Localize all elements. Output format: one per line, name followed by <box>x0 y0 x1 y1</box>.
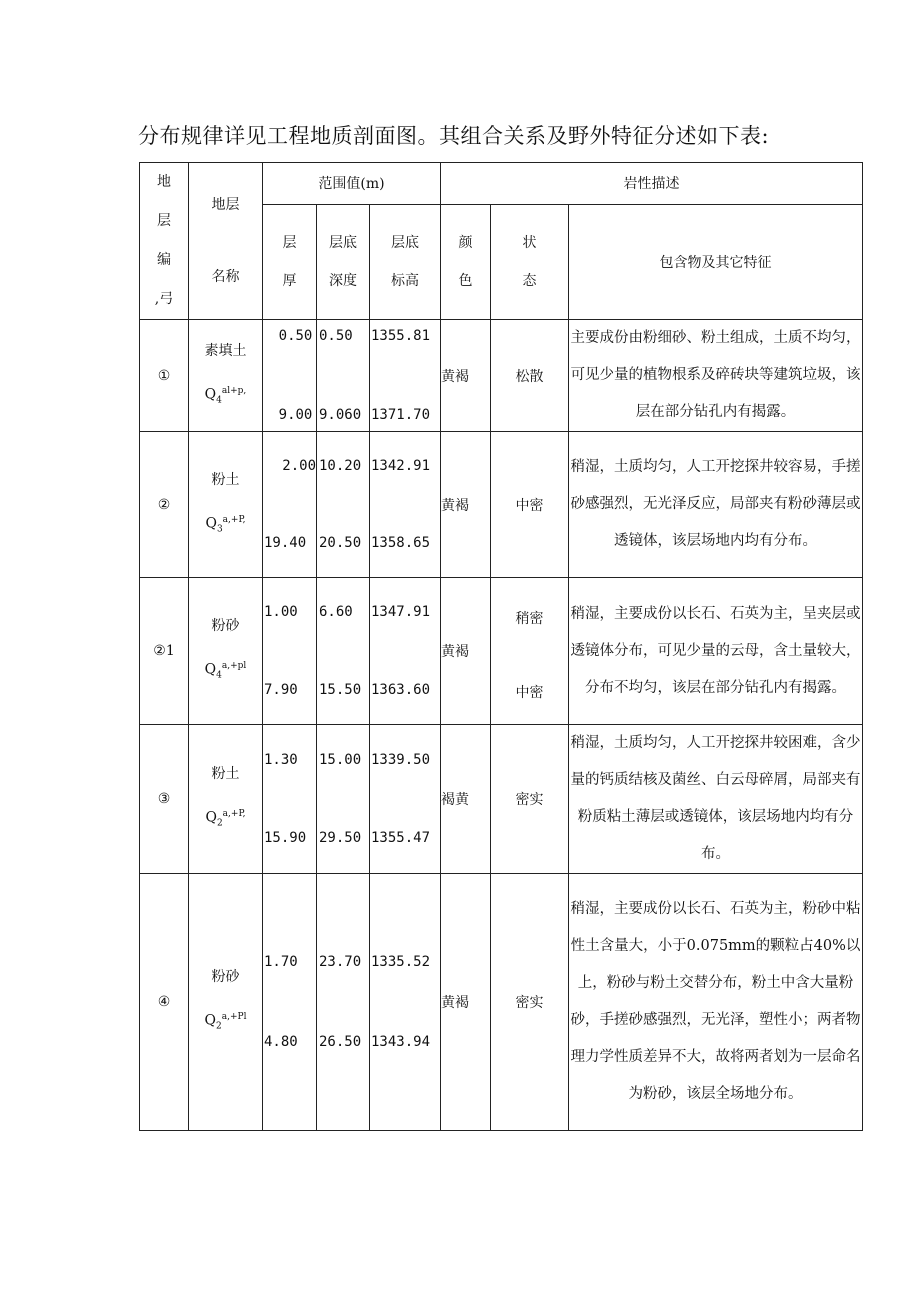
state-cell: 松散 <box>491 320 569 432</box>
layer-no: ③ <box>140 725 189 874</box>
features-cell: 稍湿，主要成份以长石、石英为主，呈夹层或透镜体分布，可见少量的云母，含土量较大，分布不均匀，该层在部分钻孔内有揭露。 <box>569 578 863 725</box>
layer-name: 粉土 $Q_2^{a,+P,}$ <box>189 725 263 874</box>
header-bottom-depth: 层底 深度 <box>317 204 370 319</box>
depth-cell: 0.50 9.060 <box>317 320 370 432</box>
header-state: 状 态 <box>491 204 569 319</box>
table-row <box>140 578 863 725</box>
state-cell: 密实 <box>491 874 569 1131</box>
header-layer-name: 地层 名称 <box>189 163 263 320</box>
elevation-cell: 1355.81 1371.70 <box>370 320 441 432</box>
layer-name: 粉砂 $Q_4^{a,+pl}$ <box>189 578 263 725</box>
elevation-cell: 1339.50 1355.47 <box>370 725 441 874</box>
header-features: 包含物及其它特征 <box>569 204 863 319</box>
features-cell: 稍湿，土质均匀，人工开挖探井较容易，手搓砂感强烈，无光泽反应，局部夹有粉砂薄层或透镜体，该层场地内均有分布。 <box>569 432 863 578</box>
color-cell: 黄褐 <box>441 432 491 578</box>
table-row <box>140 320 863 432</box>
color-cell: 褐黄 <box>441 725 491 874</box>
table-row <box>140 725 863 874</box>
header-bottom-elev: 层底 标高 <box>370 204 441 319</box>
table-row <box>140 874 863 1131</box>
layer-no: ① <box>140 320 189 432</box>
thickness-cell: 1.00 7.90 <box>263 578 317 725</box>
header-thickness: 层 厚 <box>263 204 317 319</box>
elevation-cell: 1342.91 1358.65 <box>370 432 441 578</box>
features-cell: 主要成份由粉细砂、粉土组成，土质不均匀，可见少量的植物根系及碎砖块等建筑垃圾，该层在部分钻孔内有揭露。 <box>569 320 863 432</box>
depth-cell: 15.00 29.50 <box>317 725 370 874</box>
geology-table <box>139 162 863 1131</box>
depth-cell: 23.70 26.50 <box>317 874 370 1131</box>
layer-name: 粉砂 $Q_2^{a,+Pl}$ <box>189 874 263 1131</box>
depth-cell: 10.20 20.50 <box>317 432 370 578</box>
layer-no: ②1 <box>140 578 189 725</box>
state-cell: 中密 <box>491 432 569 578</box>
intro-text: 分布规律详见工程地质剖面图。其组合关系及野外特征分述如下表: <box>138 124 770 148</box>
table-row <box>140 432 863 578</box>
layer-name: 粉土 $Q_3^{a,+P,}$ <box>189 432 263 578</box>
thickness-cell: 1.70 4.80 <box>263 874 317 1131</box>
depth-cell: 6.60 15.50 <box>317 578 370 725</box>
layer-no: ④ <box>140 874 189 1131</box>
features-cell: 稍湿，土质均匀，人工开挖探井较困难，含少量的钙质结核及菌丝、白云母碎屑，局部夹有粉质粘土薄层或透镜体，该层场地内均有分布。 <box>569 725 863 874</box>
layer-name: 素填土 $Q_4^{al+p,}$ <box>189 320 263 432</box>
header-range: 范围值(m) <box>263 163 441 205</box>
header-rock-desc: 岩性描述 <box>441 163 863 205</box>
header-color: 颜 色 <box>441 204 491 319</box>
features-cell: 稍湿，主要成份以长石、石英为主，粉砂中粘性土含量大，小于0.075mm的颗粒占40%以上，粉砂与粉土交替分布，粉土中含大量粉砂，手搓砂感强烈，无光泽，塑性小；两者物理力学性质差异不大，故将两者划为一层命名为粉砂，该层全场地分布。 <box>569 874 863 1131</box>
thickness-cell: 2.00 19.40 <box>263 432 317 578</box>
color-cell: 黄褐 <box>441 578 491 725</box>
header-layer-no: 地 层 编 ,弓 <box>140 163 189 320</box>
thickness-cell: 0.50 9.00 <box>263 320 317 432</box>
state-cell: 密实 <box>491 725 569 874</box>
elevation-cell: 1347.91 1363.60 <box>370 578 441 725</box>
thickness-cell: 1.30 15.90 <box>263 725 317 874</box>
elevation-cell: 1335.52 1343.94 <box>370 874 441 1131</box>
state-cell: 稍密 中密 <box>491 578 569 725</box>
color-cell: 黄褐 <box>441 874 491 1131</box>
layer-no: ② <box>140 432 189 578</box>
color-cell: 黄褐 <box>441 320 491 432</box>
